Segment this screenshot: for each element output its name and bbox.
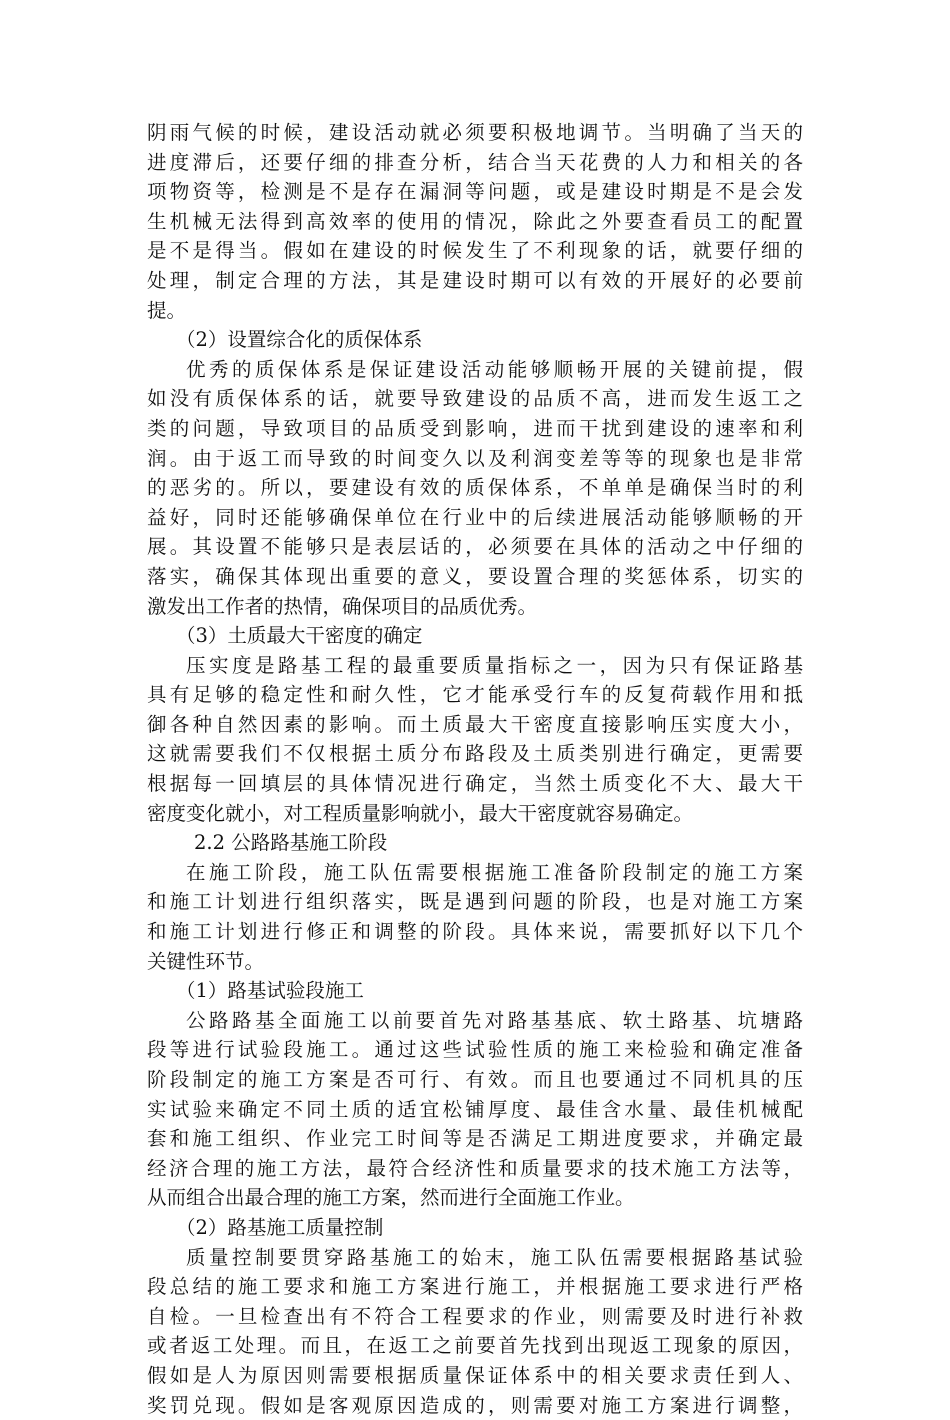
text-line: 关键性环节。: [147, 949, 265, 973]
section-heading: （1）路基试验段施工: [176, 979, 364, 1003]
text-line: 提。: [147, 298, 187, 322]
text-line: 质量控制要贯穿路基施工的始末，施工队伍需要根据路基试验: [186, 1245, 803, 1269]
text-line: 润。由于返工而导致的时间变久以及利润变差等等的现象也是非常: [147, 446, 803, 470]
text-line: 在施工阶段，施工队伍需要根据施工准备阶段制定的施工方案: [186, 860, 803, 884]
text-line: 进度滞后，还要仔细的排查分析，结合当天花费的人力和相关的各: [147, 150, 803, 174]
section-heading: （2）设置综合化的质保体系: [176, 328, 423, 352]
text-line: 项物资等，检测是不是存在漏洞等问题，或是建设时期是不是会发: [147, 180, 803, 204]
text-line: 激发出工作者的热情，确保项目的品质优秀。: [147, 594, 538, 618]
text-line: 密度变化就小，对工程质量影响就小，最大干密度就容易确定。: [147, 801, 694, 825]
text-line: 处理，制定合理的方法，其是建设时期可以有效的开展好的必要前: [147, 268, 803, 292]
text-line: 益好，同时还能够确保单位在行业中的后续进展活动能够顺畅的开: [147, 505, 803, 529]
text-line: 阶段制定的施工方案是否可行、有效。而且也要通过不同机具的压: [147, 1068, 803, 1091]
text-line: 是不是得当。假如在建设的时候发生了不利现象的话，就要仔细的: [147, 239, 803, 263]
text-line: 从而组合出最合理的施工方案，然而进行全面施工作业。: [147, 1186, 635, 1210]
text-line: 阴雨气候的时候，建设活动就必须要积极地调节。当明确了当天的: [147, 121, 803, 144]
text-line: 的恶劣的。所以，要建设有效的质保体系，不单单是确保当时的利: [147, 476, 803, 500]
text-line: 优秀的质保体系是保证建设活动能够顺畅开展的关键前提，假: [186, 357, 803, 381]
text-line: 展。其设置不能够只是表层话的，必须要在具体的活动之中仔细的: [147, 535, 803, 559]
text-line: 类的问题，导致项目的品质受到影响，进而干扰到建设的速率和利: [147, 416, 803, 440]
text-line: 如没有质保体系的话，就要导致建设的品质不高，进而发生返工之: [147, 387, 803, 411]
text-line: 具有足够的稳定性和耐久性，它才能承受行车的反复荷载作用和抵: [147, 683, 803, 707]
text-line: 经济合理的施工方法，最符合经济性和质量要求的技术施工方法等，: [147, 1156, 803, 1180]
text-line: 段总结的施工要求和施工方案进行施工，并根据施工要求进行严格: [147, 1275, 803, 1299]
text-line: 和施工计划进行修正和调整的阶段。具体来说，需要抓好以下几个: [147, 920, 803, 944]
section-heading: 2.2 公路路基施工阶段: [194, 831, 388, 855]
section-heading: （3）土质最大干密度的确定: [176, 624, 423, 648]
text-line: 或者返工处理。而且，在返工之前要首先找到出现返工现象的原因，: [147, 1334, 803, 1358]
text-line: 御各种自然因素的影响。而土质最大干密度直接影响压实度大小，: [147, 712, 803, 736]
text-line: 落实，确保其体现出重要的意义，要设置合理的奖惩体系，切实的: [147, 564, 803, 588]
text-line: 和施工计划进行组织落实，既是遇到问题的阶段，也是对施工方案: [147, 890, 803, 914]
section-heading: （2）路基施工质量控制: [176, 1215, 384, 1239]
text-line: 生机械无法得到高效率的使用的情况，除此之外要查看员工的配置: [147, 209, 803, 233]
text-line: 套和施工组织、作业完工时间等是否满足工期进度要求，并确定最: [147, 1127, 803, 1151]
text-line: 压实度是路基工程的最重要质量指标之一，因为只有保证路基: [186, 653, 803, 677]
document-body: [147, 118, 803, 1420]
text-line: 实试验来确定不同土质的适宜松铺厚度、最佳含水量、最佳机械配: [147, 1097, 803, 1121]
text-line: 根据每一回填层的具体情况进行确定，当然土质变化不大、最大干: [147, 772, 803, 796]
text-line: 公路路基全面施工以前要首先对路基基底、软土路基、坑塘路: [186, 1008, 803, 1032]
text-line: 自检。一旦检查出有不符合工程要求的作业，则需要及时进行补救: [147, 1304, 803, 1328]
text-line: 这就需要我们不仅根据土质分布路段及土质类别进行确定，更需要: [147, 742, 803, 766]
text-line: 段等进行试验段施工。通过这些试验性质的施工来检验和确定准备: [147, 1038, 803, 1062]
text-line: 假如是人为原因则需要根据质量保证体系中的相关要求责任到人、: [147, 1363, 803, 1387]
text-line: 奖罚兑现。假如是客观原因造成的，则需要对施工方案进行调整，: [147, 1393, 803, 1417]
